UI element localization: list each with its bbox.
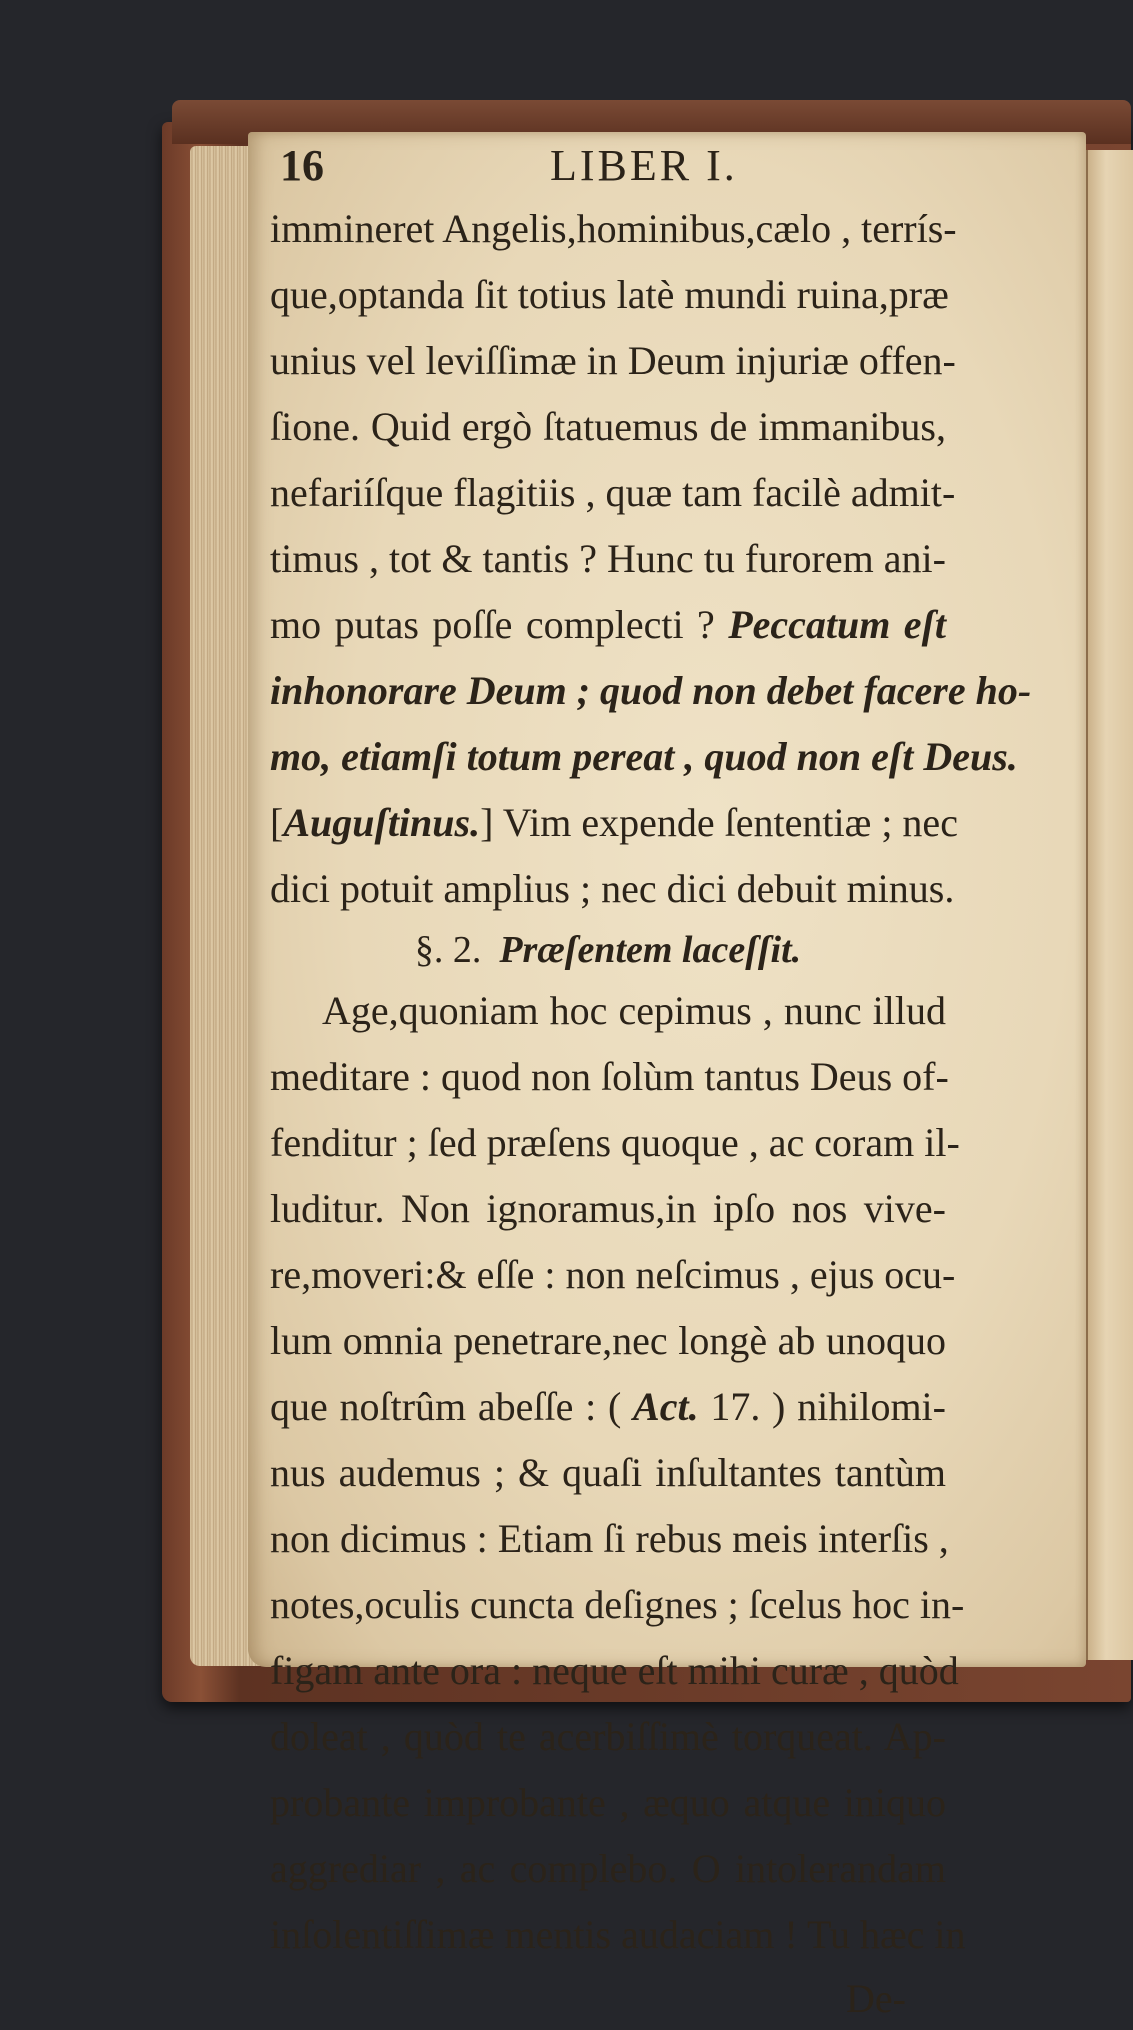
text-line: doleat , quòd te acerbiſſimè torqueat. Ap- — [270, 1714, 946, 1759]
quotation-line: mo, etiamſi totum pereat , quod non eſt Deus. — [270, 734, 1018, 779]
section-title: Præſentem laceſſit. — [499, 929, 802, 971]
text-line: nefariíſque flagitiis , quæ tam facilè admit- — [270, 470, 956, 515]
bracket-open: [ — [270, 800, 284, 845]
text-line — [270, 592, 946, 658]
page-header — [270, 140, 946, 196]
text-line: meditare : quod non ſolùm tantus Deus of- — [270, 1054, 949, 1099]
section-number: §. 2. — [414, 929, 482, 971]
paragraph-1 — [270, 196, 1032, 922]
text-line-rest: ] Vim expende ſententiæ ; nec — [480, 800, 958, 845]
text-line: notes,oculis cuncta deſignes ; ſcelus hoc in- — [270, 1582, 965, 1627]
text-line: unius vel leviſſimæ in Deum injuriæ offen- — [270, 338, 956, 383]
page-number: 16 — [280, 141, 324, 190]
paragraph-2 — [270, 978, 966, 1968]
text-line: non dicimus : Etiam ſi rebus meis interſis , — [270, 1516, 949, 1561]
running-title: LIBER I. — [550, 141, 738, 190]
text-line: Age,quoniam hoc cepimus , nunc illud — [322, 988, 946, 1033]
text-line — [270, 790, 958, 856]
facing-page-edge — [1086, 150, 1133, 1660]
text-line: figam ante ora : neque eſt mihi curæ , quòd — [270, 1648, 959, 1693]
text-line: aggrediar , ac complebo. O intolerandam — [270, 1846, 946, 1891]
text-line: probante improbante , æquo atque iniquo — [270, 1780, 946, 1825]
quotation-italic: Peccatum eſt — [728, 602, 946, 647]
text-line: nus audemus ; & quaſi inſultantes tantùm — [270, 1450, 946, 1495]
text-line-before: que noſtrûm abeſſe : ( — [270, 1384, 634, 1429]
text-line: timus , tot & tantis ? Hunc tu furorem ani- — [270, 536, 946, 581]
text-line: fenditur ; ſed præſens quoque , ac coram il- — [270, 1120, 960, 1165]
page-text — [270, 140, 1032, 2030]
citation-act: Act. — [633, 1384, 699, 1429]
text-line: dici potuit amplius ; nec dici debuit minus. — [270, 866, 955, 911]
text-line-plain: mo putas poſſe complecti ? — [270, 602, 729, 647]
text-line: inſolentiſſimæ mentis audaciam ! Tu hæc in — [270, 1912, 966, 1957]
text-line: immineret Angelis,hominibus,cælo , terrís- — [270, 206, 957, 251]
citation-augustinus: Auguſtinus. — [283, 800, 481, 845]
section-heading — [270, 922, 946, 978]
text-line: re,moveri:& eſſe : non neſcimus , ejus ocu- — [270, 1252, 956, 1297]
catchword: De- — [846, 1976, 906, 2021]
text-line — [270, 1374, 946, 1440]
text-line: lum omnia penetrare,nec longè ab unoquo — [270, 1318, 946, 1363]
text-line: luditur. Non ignoramus,in ipſo nos vive- — [270, 1186, 946, 1231]
text-line: ſione. Quid ergò ſtatuemus de immanibus, — [270, 404, 946, 449]
text-line: que,optanda ſit totius latè mundi ruina,præ — [270, 272, 949, 317]
text-line-after: 17. ) nihilomi- — [698, 1384, 946, 1429]
quotation-line: inhonorare Deum ; quod non debet facere ho- — [270, 668, 1032, 713]
